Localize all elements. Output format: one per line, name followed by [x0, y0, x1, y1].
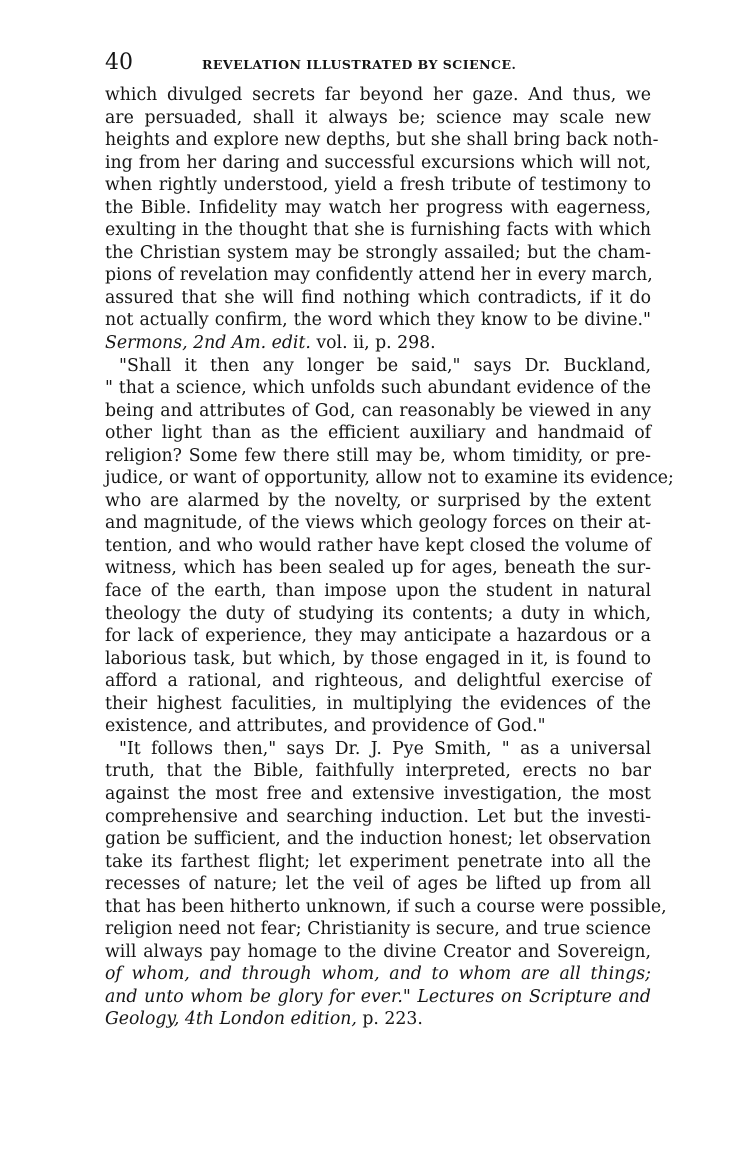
text-segment: afford a rational, and righteous, and delightful exercise of [105, 671, 651, 692]
text-segment: take its farthest flight; let experiment penetrate into all the [105, 851, 651, 872]
text-segment: comprehensive and searching induction. Let but the investi- [105, 806, 651, 827]
book-page [105, 50, 674, 1031]
page-header [105, 50, 651, 80]
text-line [105, 535, 651, 558]
text-line [105, 963, 651, 986]
text-segment: exulting in the thought that she is furnishing facts with which [105, 220, 651, 241]
body-text [105, 84, 674, 1031]
text-line [105, 174, 651, 197]
text-line [105, 873, 651, 896]
text-line [105, 152, 651, 175]
text-segment: theology the duty of studying its contents; a duty in which, [105, 603, 651, 624]
text-segment: " that a science, which unfolds such abundant evidence of the [105, 378, 651, 399]
text-segment: ing from her daring and successful excursions which will not, [105, 152, 651, 173]
text-line [105, 219, 651, 242]
text-segment: their highest faculities, in multiplying the evidences of the [105, 693, 651, 714]
text-line [105, 760, 651, 783]
text-segment: assured that she will find nothing which contradicts, if it do [105, 287, 651, 308]
italic-text: Sermons, 2nd Am. edit. [105, 333, 311, 354]
text-segment: tention, and who would rather have kept closed the volume of [105, 535, 651, 556]
text-line [105, 828, 651, 851]
text-line [105, 806, 651, 829]
text-line [105, 264, 651, 287]
text-segment: recesses of nature; let the veil of ages be lifted up from all [105, 874, 651, 895]
italic-text: and unto whom be glory for ever. [105, 986, 403, 1007]
text-segment: heights and explore new depths, but she shall bring back noth- [105, 130, 659, 151]
text-segment: religion need not fear; Christianity is secure, and true science [105, 919, 651, 940]
text-segment: " [402, 986, 418, 1007]
text-segment: when rightly understood, yield a fresh tribute of testimony to [105, 175, 651, 196]
text-segment: truth, that the Bible, faithfully interpreted, erects no bar [105, 761, 651, 782]
text-line [105, 715, 651, 738]
text-segment: vol. ii, p. 298. [310, 333, 436, 354]
italic-text: Geology, 4th London edition, [105, 1009, 357, 1030]
text-segment: p. 223. [356, 1009, 423, 1030]
text-segment: other light than as the efficient auxiliary and handmaid of [105, 423, 651, 444]
text-line [105, 918, 651, 941]
text-segment: judice, or want of opportunity, allow not to examine its evidence; [105, 468, 674, 489]
text-segment: witness, which has been sealed up for ages, beneath the sur- [105, 558, 651, 579]
text-segment: and magnitude, of the views which geology forces on their at- [105, 513, 651, 534]
text-line [105, 648, 651, 671]
text-line [105, 197, 651, 220]
text-segment: not actually confirm, the word which they know to be divine." [105, 310, 651, 331]
text-line [105, 332, 651, 355]
text-line [105, 580, 651, 603]
page-number: 40 [105, 50, 133, 75]
text-line [105, 107, 651, 130]
text-segment: being and attributes of God, can reasonably be viewed in any [105, 400, 651, 421]
text-segment: existence, and attributes, and providence of God." [105, 716, 546, 737]
text-line [105, 851, 651, 874]
text-segment: against the most free and extensive investigation, the most [105, 783, 651, 804]
text-line [105, 693, 651, 716]
text-segment: "It follows then," says Dr. J. Pye Smith, " as a universal [119, 738, 651, 759]
text-segment: the Bible. Infidelity may watch her progress with eagerness, [105, 197, 651, 218]
text-line [105, 355, 651, 378]
text-segment: face of the earth, than impose upon the student in natural [105, 581, 651, 602]
text-segment: which divulged secrets far beyond her gaze. And thus, we [105, 85, 651, 105]
text-line [105, 986, 651, 1009]
text-line [105, 783, 651, 806]
text-line [105, 670, 651, 693]
running-title: REVELATION ILLUSTRATED BY SCIENCE. [202, 57, 517, 72]
text-segment: pions of revelation may confidently attend her in every march, [105, 265, 653, 286]
text-segment: for lack of experience, they may anticipate a hazardous or a [105, 626, 651, 647]
text-line [105, 603, 651, 626]
text-line [105, 625, 651, 648]
text-line [105, 129, 659, 152]
text-line [105, 242, 651, 265]
text-line [105, 512, 651, 535]
text-segment: that has been hitherto unknown, if such a course were possible, [105, 896, 667, 917]
italic-text: of whom, and through whom, and to whom are all things; [105, 964, 651, 985]
text-segment: gation be sufficient, and the induction honest; let observation [105, 829, 651, 850]
text-line [105, 377, 651, 400]
text-line [105, 896, 667, 919]
text-line [105, 400, 651, 423]
text-segment: are persuaded, shall it always be; science may scale new [105, 107, 651, 128]
text-segment: laborious task, but which, by those engaged in it, is found to [105, 648, 651, 669]
text-segment: who are alarmed by the novelty, or surprised by the extent [105, 490, 651, 511]
text-line [105, 557, 651, 580]
text-line [105, 467, 674, 490]
text-line [105, 941, 651, 964]
text-line [105, 84, 651, 107]
text-line [105, 422, 651, 445]
text-line [105, 1008, 651, 1031]
italic-text: Lectures on Scripture and [417, 986, 651, 1007]
text-segment: religion? Some few there still may be, whom timidity, or pre- [105, 445, 651, 466]
text-segment: the Christian system may be strongly assailed; but the cham- [105, 242, 651, 263]
text-segment: will always pay homage to the divine Creator and Sovereign, [105, 941, 651, 962]
text-line [105, 490, 651, 513]
text-line [105, 309, 651, 332]
text-line [105, 738, 651, 761]
text-segment: "Shall it then any longer be said," says Dr. Buckland, [119, 355, 651, 376]
text-line [105, 287, 651, 310]
text-line [105, 445, 651, 468]
